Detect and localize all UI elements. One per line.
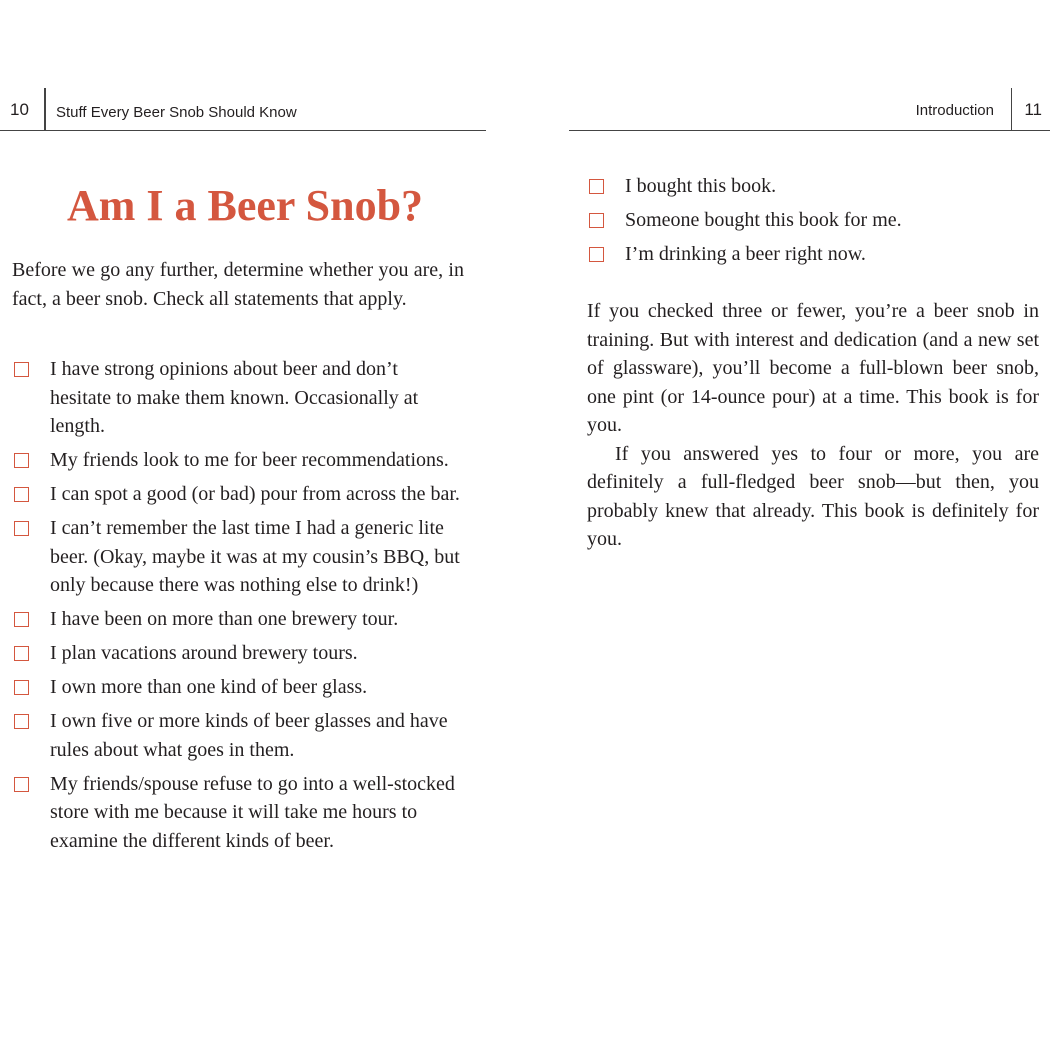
intro-paragraph: Before we go any further, determine whether you are, in fact, a beer snob. Check all statements that apply. bbox=[12, 259, 464, 310]
book-title: Stuff Every Beer Snob Should Know bbox=[56, 104, 297, 121]
running-head-right bbox=[569, 88, 1050, 131]
checklist-item bbox=[12, 770, 462, 856]
checklist-item bbox=[12, 639, 462, 668]
checklist-item bbox=[587, 172, 1027, 201]
results-text bbox=[587, 297, 1039, 554]
checklist-item bbox=[12, 673, 462, 702]
checklist bbox=[12, 355, 462, 861]
checklist-item-label: I have been on more than one brewery tour. bbox=[50, 608, 399, 630]
checklist-item bbox=[587, 240, 1027, 269]
right-page bbox=[565, 0, 1050, 1050]
empty-checkbox-icon[interactable] bbox=[14, 612, 29, 627]
running-head-left bbox=[0, 88, 486, 131]
page-number: 11 bbox=[1024, 100, 1042, 119]
checklist-item bbox=[12, 707, 462, 764]
page-number: 10 bbox=[10, 100, 29, 119]
left-page bbox=[0, 0, 490, 1050]
checklist-item-label: I can spot a good (or bad) pour from across the bar. bbox=[50, 483, 460, 505]
header-divider bbox=[44, 88, 46, 130]
empty-checkbox-icon[interactable] bbox=[14, 487, 29, 502]
empty-checkbox-icon[interactable] bbox=[14, 362, 29, 377]
empty-checkbox-icon[interactable] bbox=[14, 646, 29, 661]
checklist-item-label: I bought this book. bbox=[625, 175, 777, 197]
checklist-item bbox=[12, 355, 462, 441]
checklist-item-label: I have strong opinions about beer and don’t hesitate to make them known. Occasionally at length. bbox=[50, 358, 419, 437]
checklist-item-label: Someone bought this book for me. bbox=[625, 209, 902, 231]
chapter-title: Introduction bbox=[915, 102, 994, 119]
empty-checkbox-icon[interactable] bbox=[589, 179, 604, 194]
checklist-item bbox=[587, 206, 1027, 235]
empty-checkbox-icon[interactable] bbox=[14, 453, 29, 468]
results-paragraph: If you checked three or fewer, you’re a beer snob in training. But with interest and dedication (and a new set of glassware), you’ll become a full-blown beer snob, one pint (or 14-ounce pour) at a time. This book is for you. bbox=[587, 300, 1039, 436]
checklist-item bbox=[12, 605, 462, 634]
empty-checkbox-icon[interactable] bbox=[14, 714, 29, 729]
checklist bbox=[587, 172, 1027, 274]
empty-checkbox-icon[interactable] bbox=[14, 521, 29, 536]
checklist-item-label: I’m drinking a beer right now. bbox=[625, 243, 866, 265]
empty-checkbox-icon[interactable] bbox=[589, 213, 604, 228]
checklist-item-label: I own five or more kinds of beer glasses and have rules about what goes in them. bbox=[50, 710, 448, 761]
empty-checkbox-icon[interactable] bbox=[589, 247, 604, 262]
checklist-item bbox=[12, 514, 462, 600]
checklist-item-label: I own more than one kind of beer glass. bbox=[50, 676, 368, 698]
header-divider bbox=[1011, 88, 1013, 130]
checklist-item bbox=[12, 446, 462, 475]
empty-checkbox-icon[interactable] bbox=[14, 777, 29, 792]
checklist-item-label: I plan vacations around brewery tours. bbox=[50, 642, 358, 664]
page-title: Am I a Beer Snob? bbox=[66, 181, 424, 230]
checklist-item-label: I can’t remember the last time I had a generic lite beer. (Okay, maybe it was at my cousin’s BBQ, but only because there was nothing else to drink!) bbox=[50, 517, 460, 596]
checklist-item bbox=[12, 480, 462, 509]
checklist-item-label: My friends look to me for beer recommendations. bbox=[50, 449, 449, 471]
results-paragraph: If you answered yes to four or more, you are definitely a full-fledged beer snob—but then, you probably knew that already. This book is definitely for you. bbox=[587, 442, 1039, 550]
empty-checkbox-icon[interactable] bbox=[14, 680, 29, 695]
checklist-item-label: My friends/spouse refuse to go into a well-stocked store with me because it will take me hours to examine the different kinds of beer. bbox=[50, 772, 455, 852]
